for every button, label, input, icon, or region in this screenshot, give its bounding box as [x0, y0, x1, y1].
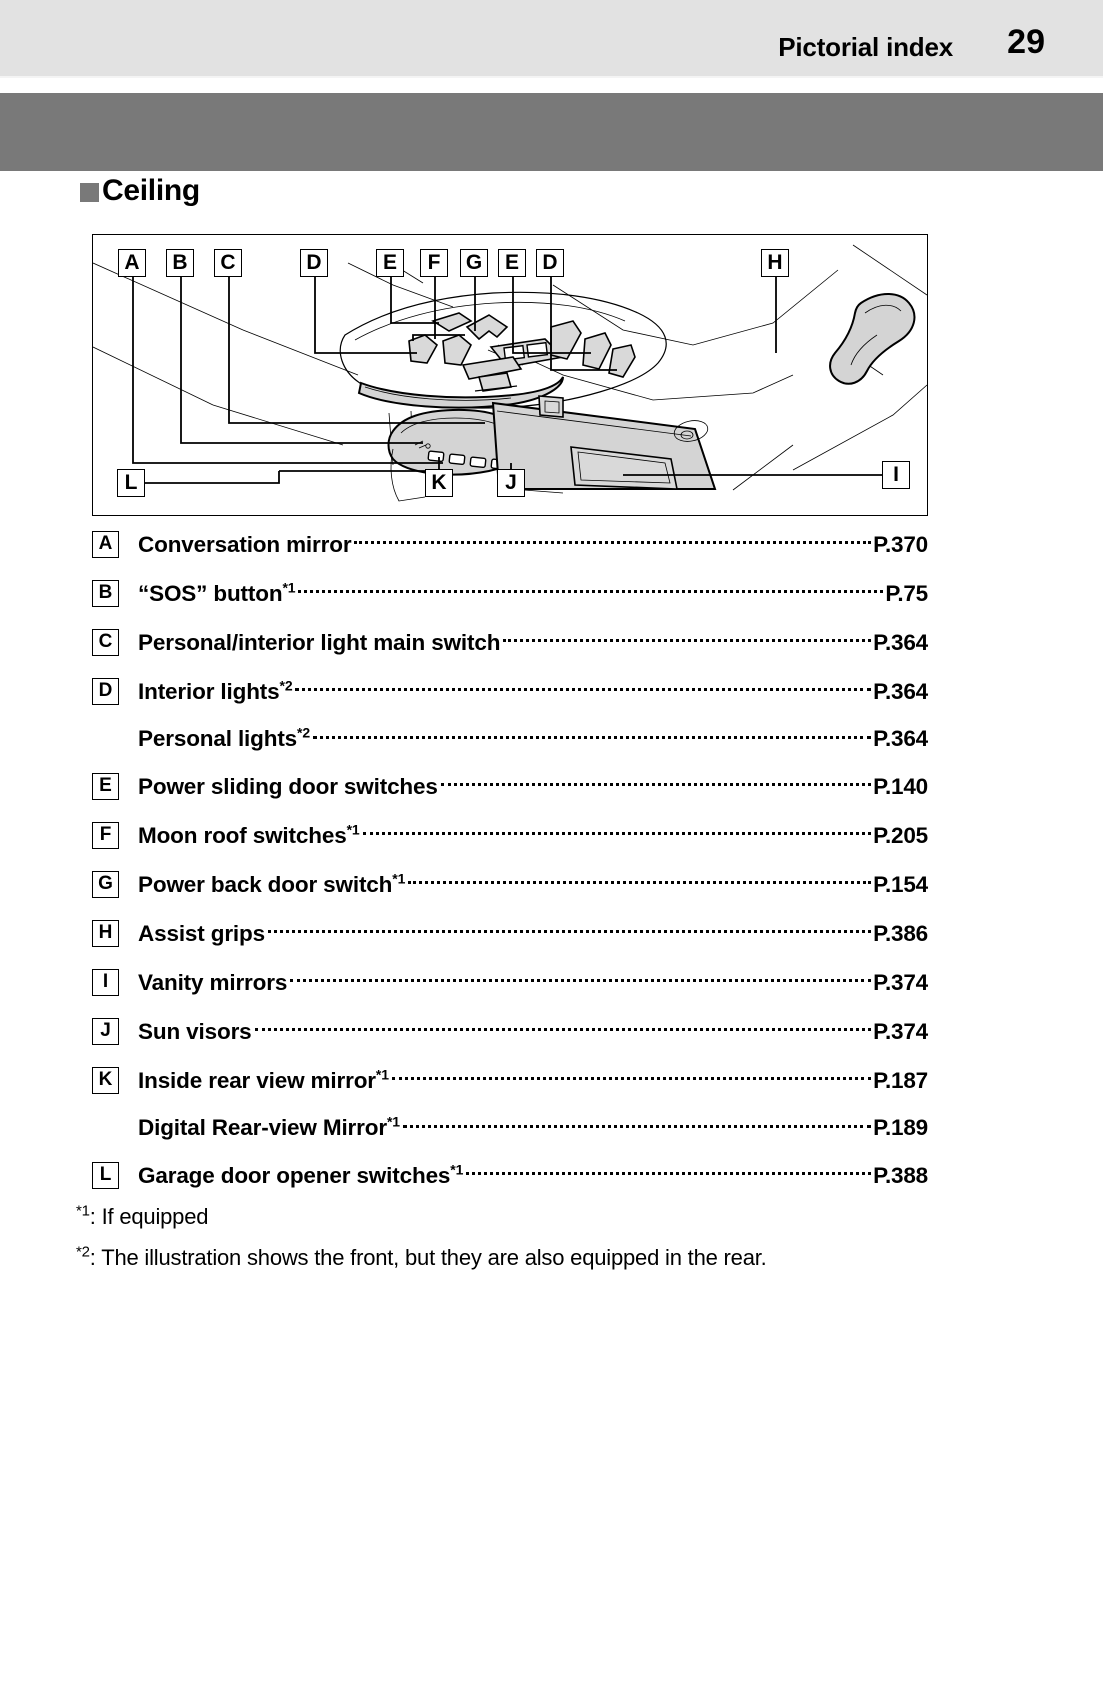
sun-visor	[493, 396, 715, 493]
callout-box-b: B	[166, 249, 194, 277]
index-tag-c: C	[92, 629, 119, 656]
page-title: Pictorial index	[778, 32, 953, 62]
index-row-d	[92, 667, 928, 716]
footnote-2: $^{*2}$: The illustration shows the front, but they are also equipped in the rear.	[76, 1243, 767, 1270]
callout-box-k: K	[425, 469, 453, 497]
leader-dots	[466, 1171, 871, 1175]
leader-dots	[298, 589, 883, 593]
leader-dots	[295, 687, 871, 691]
index-tag-f: F	[92, 822, 119, 849]
leader-dots	[255, 1027, 872, 1031]
index-label-j: Sun visors	[138, 1018, 252, 1044]
callout-box-l: L	[117, 469, 145, 497]
index-row-k	[92, 1056, 928, 1105]
callout-box-d-right: D	[536, 249, 564, 277]
index-tag-i: I	[92, 969, 119, 996]
section-heading	[80, 174, 200, 208]
index-label-digital-mirror: Digital Rear-view Mirror$^{*1}$	[138, 1113, 400, 1140]
callout-box-g: G	[460, 249, 488, 277]
index-row-e	[92, 762, 928, 811]
leader-dots	[268, 929, 871, 933]
footnote-1: $^{*1}$: If equipped	[76, 1202, 209, 1229]
index-tag-l: L	[92, 1162, 119, 1189]
section-separator-band	[0, 93, 1103, 171]
index-label-i: Vanity mirrors	[138, 969, 288, 995]
index-label-h: Assist grips	[138, 920, 265, 946]
index-row-a	[92, 520, 928, 569]
index-label-personal-lights: Personal lights$^{*2}$	[138, 724, 310, 751]
callout-box-a: A	[118, 249, 146, 277]
index-label-b: “SOS” button$^{*1}$	[138, 579, 296, 606]
index-label-f: Moon roof switches$^{*1}$	[138, 821, 360, 848]
index-page-g: P.154	[873, 871, 928, 897]
callout-box-i: I	[882, 461, 910, 489]
index-page-personal-lights: P.364	[873, 726, 928, 751]
index-page-digital-mirror: P.189	[873, 1115, 928, 1140]
index-label-e: Power sliding door switches	[138, 773, 438, 799]
index-page-d: P.364	[873, 678, 928, 704]
index-tag-j: J	[92, 1018, 119, 1045]
index-label-d: Interior lights$^{*2}$	[138, 677, 293, 704]
conversation-mirror	[359, 377, 563, 408]
index-tag-h: H	[92, 920, 119, 947]
index-tag-blank	[92, 726, 119, 753]
index-label-a: Conversation mirror	[138, 531, 352, 557]
index-row-j	[92, 1007, 928, 1056]
square-bullet-icon	[80, 183, 99, 202]
index-tag-d: D	[92, 678, 119, 705]
leader-dots	[354, 540, 871, 544]
index-page-e: P.140	[873, 773, 928, 799]
index-row-d-personal-lights	[92, 716, 928, 762]
index-row-c	[92, 618, 928, 667]
index-row-k-digital-mirror	[92, 1105, 928, 1151]
index-tag-b: B	[92, 580, 119, 607]
index-page-k: P.187	[873, 1067, 928, 1093]
leader-dots	[403, 1124, 871, 1128]
page-header-band	[0, 0, 1103, 78]
leader-dots	[363, 831, 872, 835]
page-number: 29	[1007, 23, 1045, 61]
index-tag-g: G	[92, 871, 119, 898]
index-page-b: P.75	[885, 580, 928, 606]
footnotes	[76, 1196, 976, 1278]
pictorial-index-list	[92, 520, 928, 1200]
index-page-l: P.388	[873, 1162, 928, 1188]
index-label-c: Personal/interior light main switch	[138, 629, 501, 655]
index-row-i	[92, 958, 928, 1007]
callout-box-f: F	[420, 249, 448, 277]
index-tag-blank	[92, 1115, 119, 1142]
callout-box-e-right: E	[498, 249, 526, 277]
index-tag-k: K	[92, 1067, 119, 1094]
callout-box-c: C	[214, 249, 242, 277]
index-row-f	[92, 811, 928, 860]
section-heading-label: Ceiling	[102, 174, 200, 207]
leader-dots	[408, 880, 871, 884]
leader-dots	[392, 1076, 871, 1080]
index-page-f: P.205	[873, 822, 928, 848]
leader-dots	[503, 638, 871, 642]
leader-dots	[290, 978, 871, 982]
callout-box-d-left: D	[300, 249, 328, 277]
leader-dots	[313, 735, 871, 739]
index-tag-a: A	[92, 531, 119, 558]
console-switch-cluster	[409, 313, 635, 391]
index-tag-e: E	[92, 773, 119, 800]
index-label-g: Power back door switch$^{*1}$	[138, 870, 406, 897]
index-page-a: P.370	[873, 531, 928, 557]
callout-box-e-left: E	[376, 249, 404, 277]
assist-grip	[830, 294, 914, 384]
index-page-c: P.364	[873, 629, 928, 655]
index-label-l: Garage door opener switches$^{*1}$	[138, 1161, 464, 1188]
leader-dots	[441, 782, 871, 786]
callout-box-h: H	[761, 249, 789, 277]
index-page-i: P.374	[873, 969, 928, 995]
index-row-g	[92, 860, 928, 909]
index-page-j: P.374	[873, 1018, 928, 1044]
index-row-b	[92, 569, 928, 618]
callout-box-j: J	[497, 469, 525, 497]
index-label-k: Inside rear view mirror$^{*1}$	[138, 1066, 389, 1093]
index-row-l	[92, 1151, 928, 1200]
index-row-h	[92, 909, 928, 958]
ceiling-illustration	[92, 234, 928, 516]
index-page-h: P.386	[873, 920, 928, 946]
